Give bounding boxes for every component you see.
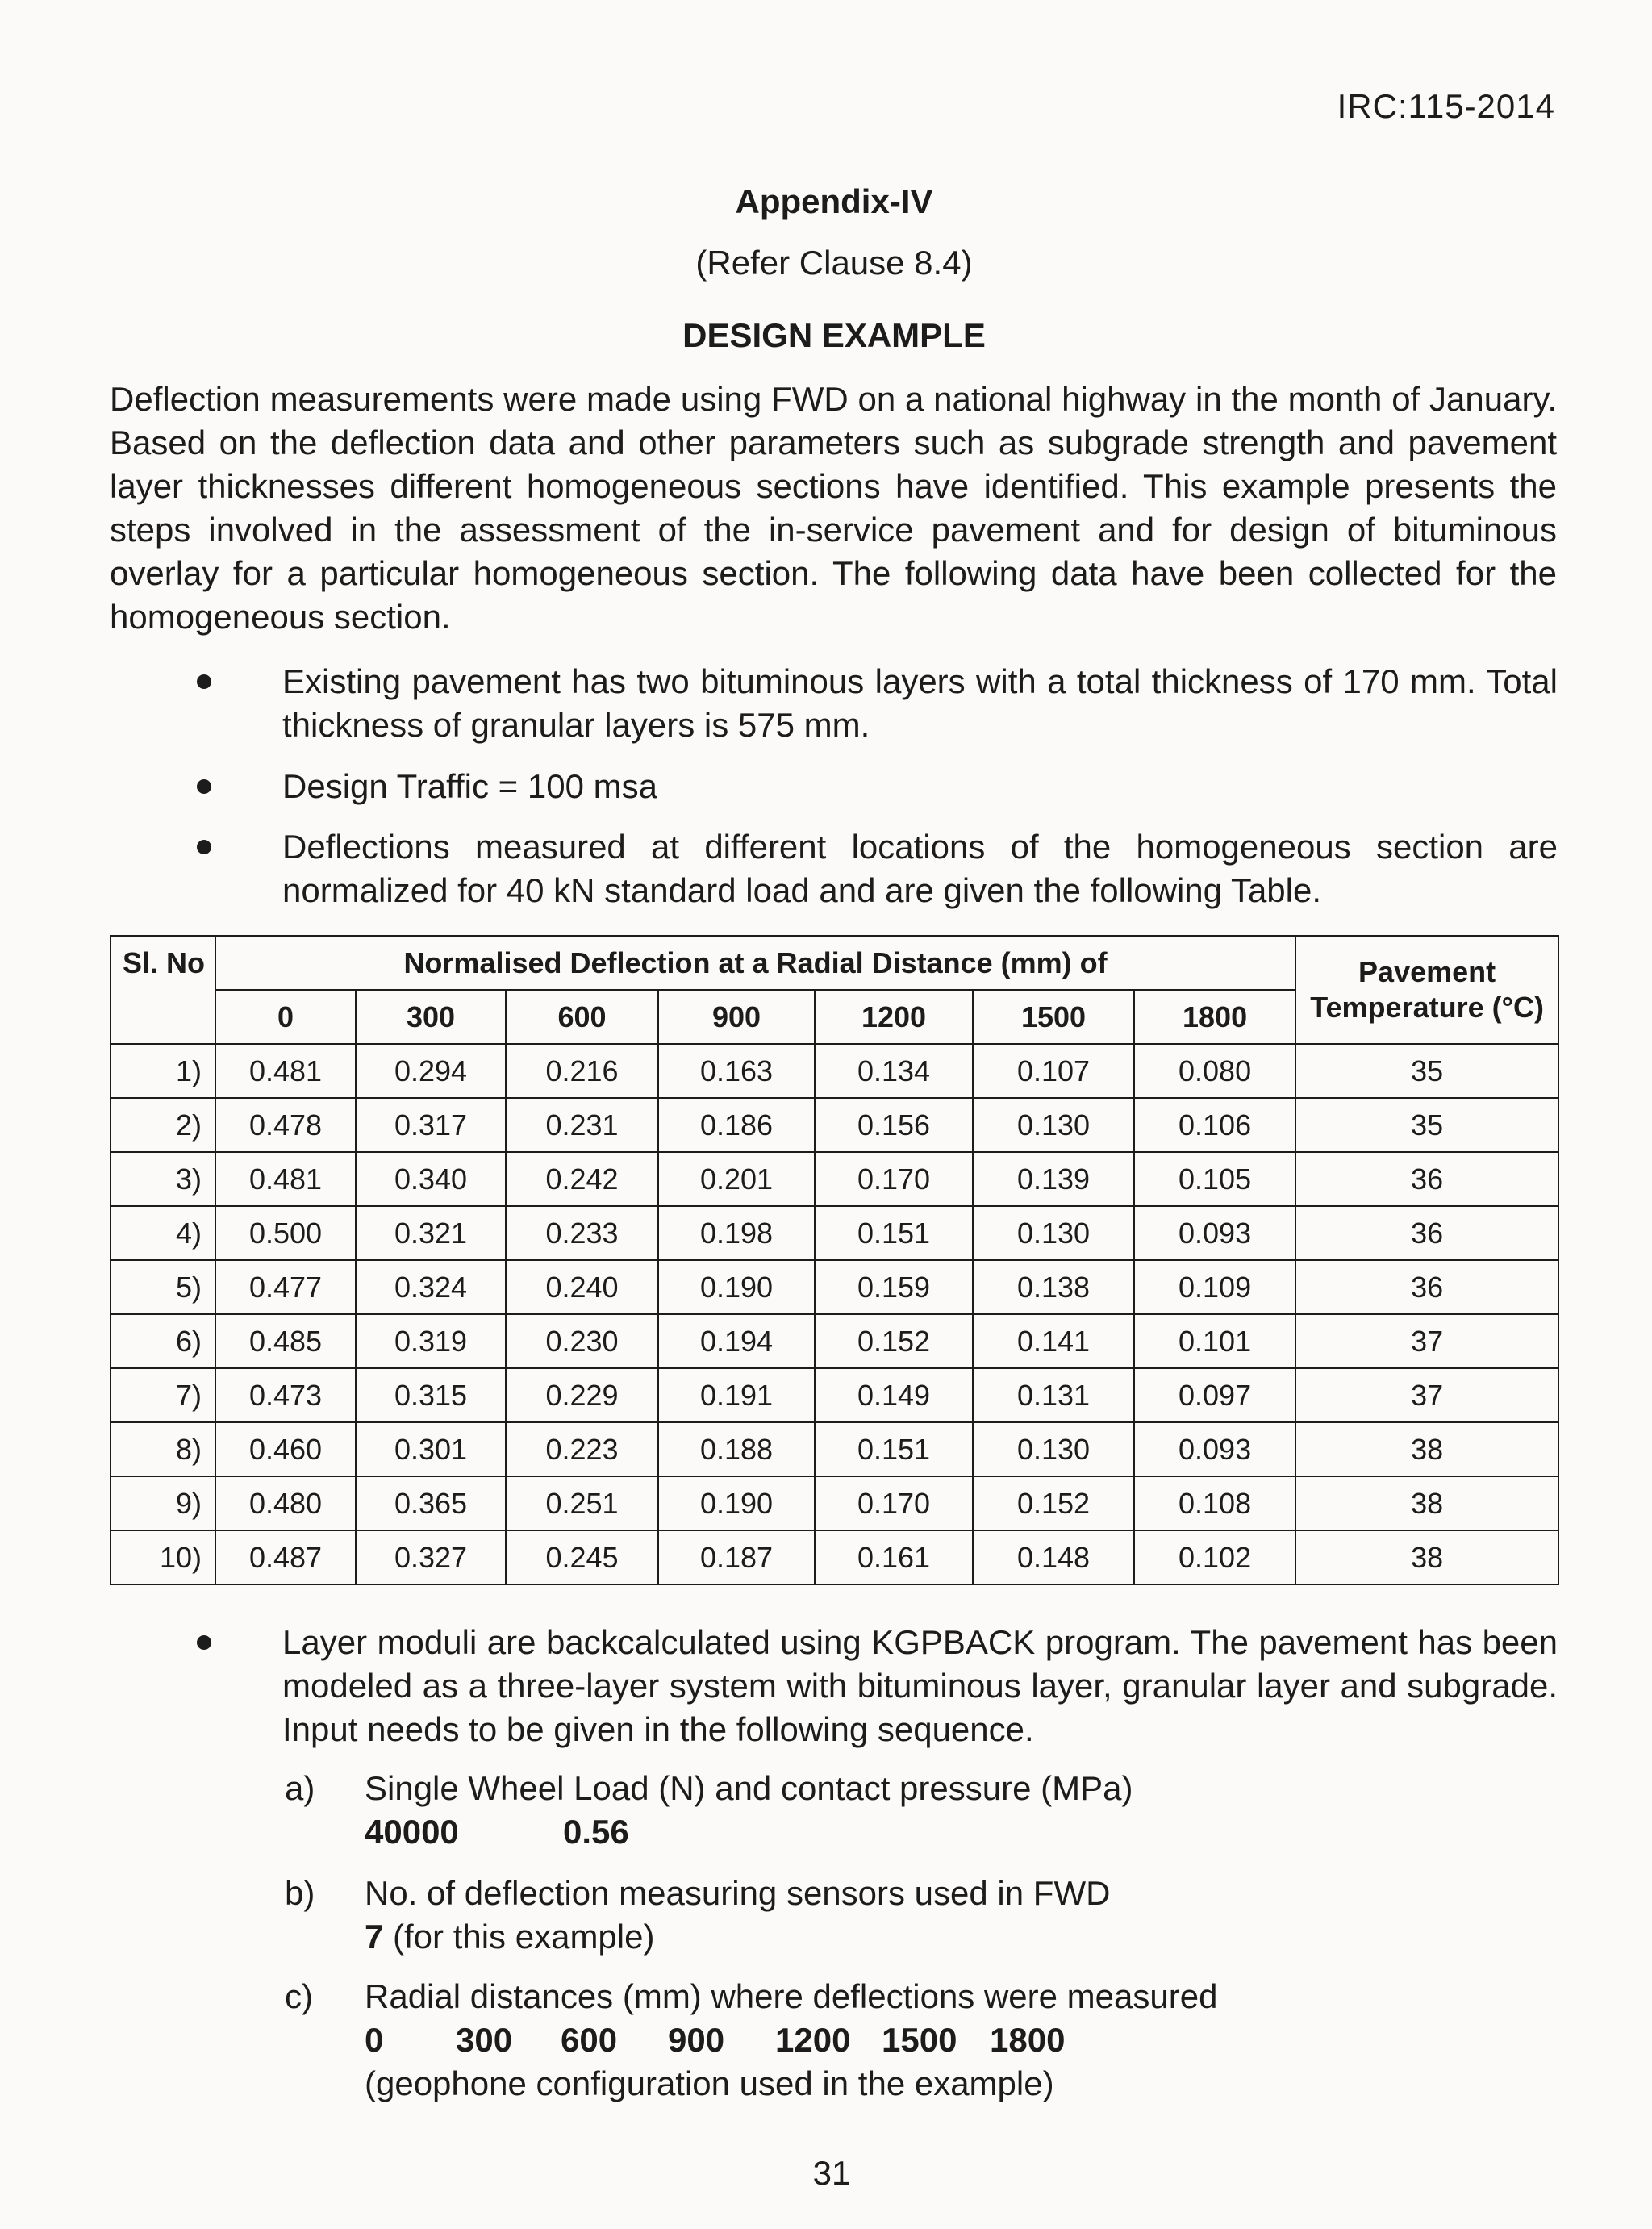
sub-item-a (285, 1767, 1575, 1854)
radial-distance: 1500 (882, 2021, 957, 2059)
sl-no-cell: 7) (111, 1368, 215, 1422)
radial-distance: 600 (561, 2021, 618, 2059)
deflection-cell: 0.186 (658, 1098, 815, 1152)
distance-header: 1500 (973, 990, 1134, 1044)
temperature-cell: 36 (1295, 1206, 1558, 1260)
deflection-cell: 0.321 (356, 1206, 506, 1260)
deflection-cell: 0.141 (973, 1314, 1134, 1368)
deflection-cell: 0.477 (215, 1260, 356, 1314)
deflection-group-header: Normalised Deflection at a Radial Distance (mm) of (215, 936, 1295, 990)
sl-no-cell: 9) (111, 1476, 215, 1530)
deflection-table (110, 935, 1559, 1585)
table-row (111, 1314, 1558, 1368)
sl-no-cell: 3) (111, 1152, 215, 1206)
sub-item-text: Single Wheel Load (N) and contact pressure (MPa) (365, 1769, 1133, 1807)
sl-no-cell: 1) (111, 1044, 215, 1098)
bullet-text: Existing pavement has two bituminous layers with a total thickness of 170 mm. Total thickness of granular layers is 575 mm. (282, 662, 1558, 744)
deflection-cell: 0.134 (815, 1044, 973, 1098)
sl-no-cell: 10) (111, 1530, 215, 1584)
deflection-cell: 0.080 (1134, 1044, 1295, 1098)
deflection-cell: 0.148 (973, 1530, 1134, 1584)
sl-no-cell: 8) (111, 1422, 215, 1476)
sub-item-b (285, 1872, 1575, 1959)
temperature-cell: 38 (1295, 1476, 1558, 1530)
deflection-cell: 0.139 (973, 1152, 1134, 1206)
temperature-cell: 37 (1295, 1314, 1558, 1368)
distance-header: 0 (215, 990, 356, 1044)
deflection-cell: 0.131 (973, 1368, 1134, 1422)
table-row (111, 1044, 1558, 1098)
deflection-cell: 0.481 (215, 1044, 356, 1098)
deflection-cell: 0.170 (815, 1152, 973, 1206)
deflection-cell: 0.242 (506, 1152, 658, 1206)
deflection-cell: 0.319 (356, 1314, 506, 1368)
deflection-cell: 0.156 (815, 1098, 973, 1152)
radial-distance: 300 (456, 2021, 513, 2059)
deflection-cell: 0.340 (356, 1152, 506, 1206)
deflection-table-body (111, 1044, 1558, 1584)
temperature-cell: 38 (1295, 1422, 1558, 1476)
deflection-cell: 0.093 (1134, 1422, 1295, 1476)
deflection-cell: 0.190 (658, 1476, 815, 1530)
refer-clause: (Refer Clause 8.4) (695, 244, 973, 282)
deflection-cell: 0.230 (506, 1314, 658, 1368)
page-number: 31 (812, 2154, 851, 2192)
deflection-cell: 0.327 (356, 1530, 506, 1584)
temperature-cell: 37 (1295, 1368, 1558, 1422)
deflection-cell: 0.317 (356, 1098, 506, 1152)
temperature-cell: 35 (1295, 1044, 1558, 1098)
temperature-header: Pavement Temperature (°C) (1295, 936, 1558, 1044)
deflection-cell: 0.481 (215, 1152, 356, 1206)
deflection-cell: 0.194 (658, 1314, 815, 1368)
contact-pressure-value: 0.56 (563, 1813, 629, 1851)
deflection-cell: 0.130 (973, 1206, 1134, 1260)
radial-distance-values (365, 2018, 1575, 2062)
sl-no-header: Sl. No (111, 936, 215, 1044)
deflection-cell: 0.315 (356, 1368, 506, 1422)
deflection-cell: 0.101 (1134, 1314, 1295, 1368)
distance-header: 900 (658, 990, 815, 1044)
radial-distance: 0 (365, 2021, 384, 2059)
temperature-cell: 36 (1295, 1260, 1558, 1314)
radial-distance: 900 (668, 2021, 725, 2059)
deflection-cell: 0.152 (815, 1314, 973, 1368)
sl-no-cell: 5) (111, 1260, 215, 1314)
deflection-cell: 0.107 (973, 1044, 1134, 1098)
sub-item-text: Radial distances (mm) where deflections were measured (365, 1977, 1218, 2015)
deflection-cell: 0.093 (1134, 1206, 1295, 1260)
deflection-cell: 0.240 (506, 1260, 658, 1314)
design-example-title: DESIGN EXAMPLE (682, 316, 986, 354)
deflection-cell: 0.187 (658, 1530, 815, 1584)
bullet-item (282, 660, 1558, 747)
wheel-load-value: 40000 (365, 1813, 459, 1851)
deflection-cell: 0.201 (658, 1152, 815, 1206)
distance-header: 600 (506, 990, 658, 1044)
sub-item-text: No. of deflection measuring sensors used in FWD (365, 1874, 1111, 1912)
table-row (111, 1530, 1558, 1584)
deflection-cell: 0.229 (506, 1368, 658, 1422)
deflection-cell: 0.294 (356, 1044, 506, 1098)
deflection-cell: 0.097 (1134, 1368, 1295, 1422)
deflection-cell: 0.170 (815, 1476, 973, 1530)
deflection-cell: 0.460 (215, 1422, 356, 1476)
deflection-cell: 0.152 (973, 1476, 1134, 1530)
deflection-cell: 0.301 (356, 1422, 506, 1476)
deflection-cell: 0.487 (215, 1530, 356, 1584)
sub-item-label: c) (285, 1977, 313, 2015)
sl-no-cell: 4) (111, 1206, 215, 1260)
sub-item-detail (365, 1915, 1575, 1959)
bullet-text: Deflections measured at different locations of the homogeneous section are normalized for 40 kN standard load and are given the following Table. (282, 828, 1558, 909)
radial-distance: 1800 (990, 2021, 1066, 2059)
table-row (111, 1098, 1558, 1152)
bullet-dot-icon (201, 840, 215, 854)
deflection-cell: 0.151 (815, 1422, 973, 1476)
bullet-dot-icon (201, 779, 215, 794)
sub-item-label: b) (285, 1874, 315, 1912)
deflection-cell: 0.130 (973, 1422, 1134, 1476)
bullet-text: Layer moduli are backcalculated using KGPBACK program. The pavement has been modeled as a three-layer system with bituminous layer, granular layer and subgrade. Input needs to be given in the following sequence. (282, 1623, 1558, 1748)
distance-header: 1800 (1134, 990, 1295, 1044)
temperature-cell: 36 (1295, 1152, 1558, 1206)
bullet-dot-icon (201, 1635, 215, 1650)
deflection-cell: 0.231 (506, 1098, 658, 1152)
radial-distance: 1200 (775, 2021, 851, 2059)
sl-no-cell: 6) (111, 1314, 215, 1368)
deflection-cell: 0.500 (215, 1206, 356, 1260)
deflection-cell: 0.190 (658, 1260, 815, 1314)
deflection-cell: 0.365 (356, 1476, 506, 1530)
deflection-cell: 0.106 (1134, 1098, 1295, 1152)
deflection-cell: 0.130 (973, 1098, 1134, 1152)
deflection-cell: 0.480 (215, 1476, 356, 1530)
sub-item-label: a) (285, 1769, 315, 1807)
deflection-cell: 0.216 (506, 1044, 658, 1098)
document-code: IRC:115-2014 (1337, 87, 1555, 125)
deflection-cell: 0.159 (815, 1260, 973, 1314)
deflection-cell: 0.149 (815, 1368, 973, 1422)
sensor-count: 7 (365, 1918, 384, 1956)
deflection-cell: 0.108 (1134, 1476, 1295, 1530)
table-row (111, 1476, 1558, 1530)
distance-header: 1200 (815, 990, 973, 1044)
deflection-cell: 0.188 (658, 1422, 815, 1476)
deflection-cell: 0.105 (1134, 1152, 1295, 1206)
temperature-cell: 35 (1295, 1098, 1558, 1152)
deflection-cell: 0.138 (973, 1260, 1134, 1314)
deflection-cell: 0.324 (356, 1260, 506, 1314)
sensor-count-note: (for this example) (383, 1918, 655, 1956)
deflection-cell: 0.109 (1134, 1260, 1295, 1314)
bullet-dot-icon (201, 674, 215, 689)
table-row (111, 1206, 1558, 1260)
bullet-text: Design Traffic = 100 msa (282, 767, 657, 805)
deflection-cell: 0.163 (658, 1044, 815, 1098)
bullet-item (282, 1621, 1558, 1751)
distance-header: 300 (356, 990, 506, 1044)
deflection-cell: 0.245 (506, 1530, 658, 1584)
appendix-heading: Appendix-IV (735, 182, 933, 220)
temperature-cell: 38 (1295, 1530, 1558, 1584)
table-row (111, 1422, 1558, 1476)
table-row (111, 1368, 1558, 1422)
deflection-cell: 0.233 (506, 1206, 658, 1260)
sub-item-values (365, 1810, 1575, 1854)
table-row (111, 1152, 1558, 1206)
geophone-note: (geophone configuration used in the example) (365, 2064, 1054, 2102)
sub-item-c (285, 1975, 1575, 2106)
deflection-cell: 0.151 (815, 1206, 973, 1260)
deflection-cell: 0.161 (815, 1530, 973, 1584)
deflection-cell: 0.223 (506, 1422, 658, 1476)
deflection-cell: 0.478 (215, 1098, 356, 1152)
deflection-cell: 0.191 (658, 1368, 815, 1422)
bullet-item (282, 825, 1558, 912)
deflection-cell: 0.198 (658, 1206, 815, 1260)
sl-no-cell: 2) (111, 1098, 215, 1152)
deflection-cell: 0.102 (1134, 1530, 1295, 1584)
intro-paragraph: Deflection measurements were made using FWD on a national highway in the month of January. Based on the deflection data and other parameters such as subgrade strength and pavement layer thicknesses different homogeneous sections have identified. This example presents the steps involved in the assessment of the in-service pavement and for design of bituminous overlay for a particular homogeneous section. The following data have been collected for the homogeneous section. (110, 380, 1557, 636)
table-row (111, 1260, 1558, 1314)
deflection-cell: 0.485 (215, 1314, 356, 1368)
deflection-cell: 0.473 (215, 1368, 356, 1422)
bullet-item (282, 765, 1558, 808)
deflection-cell: 0.251 (506, 1476, 658, 1530)
